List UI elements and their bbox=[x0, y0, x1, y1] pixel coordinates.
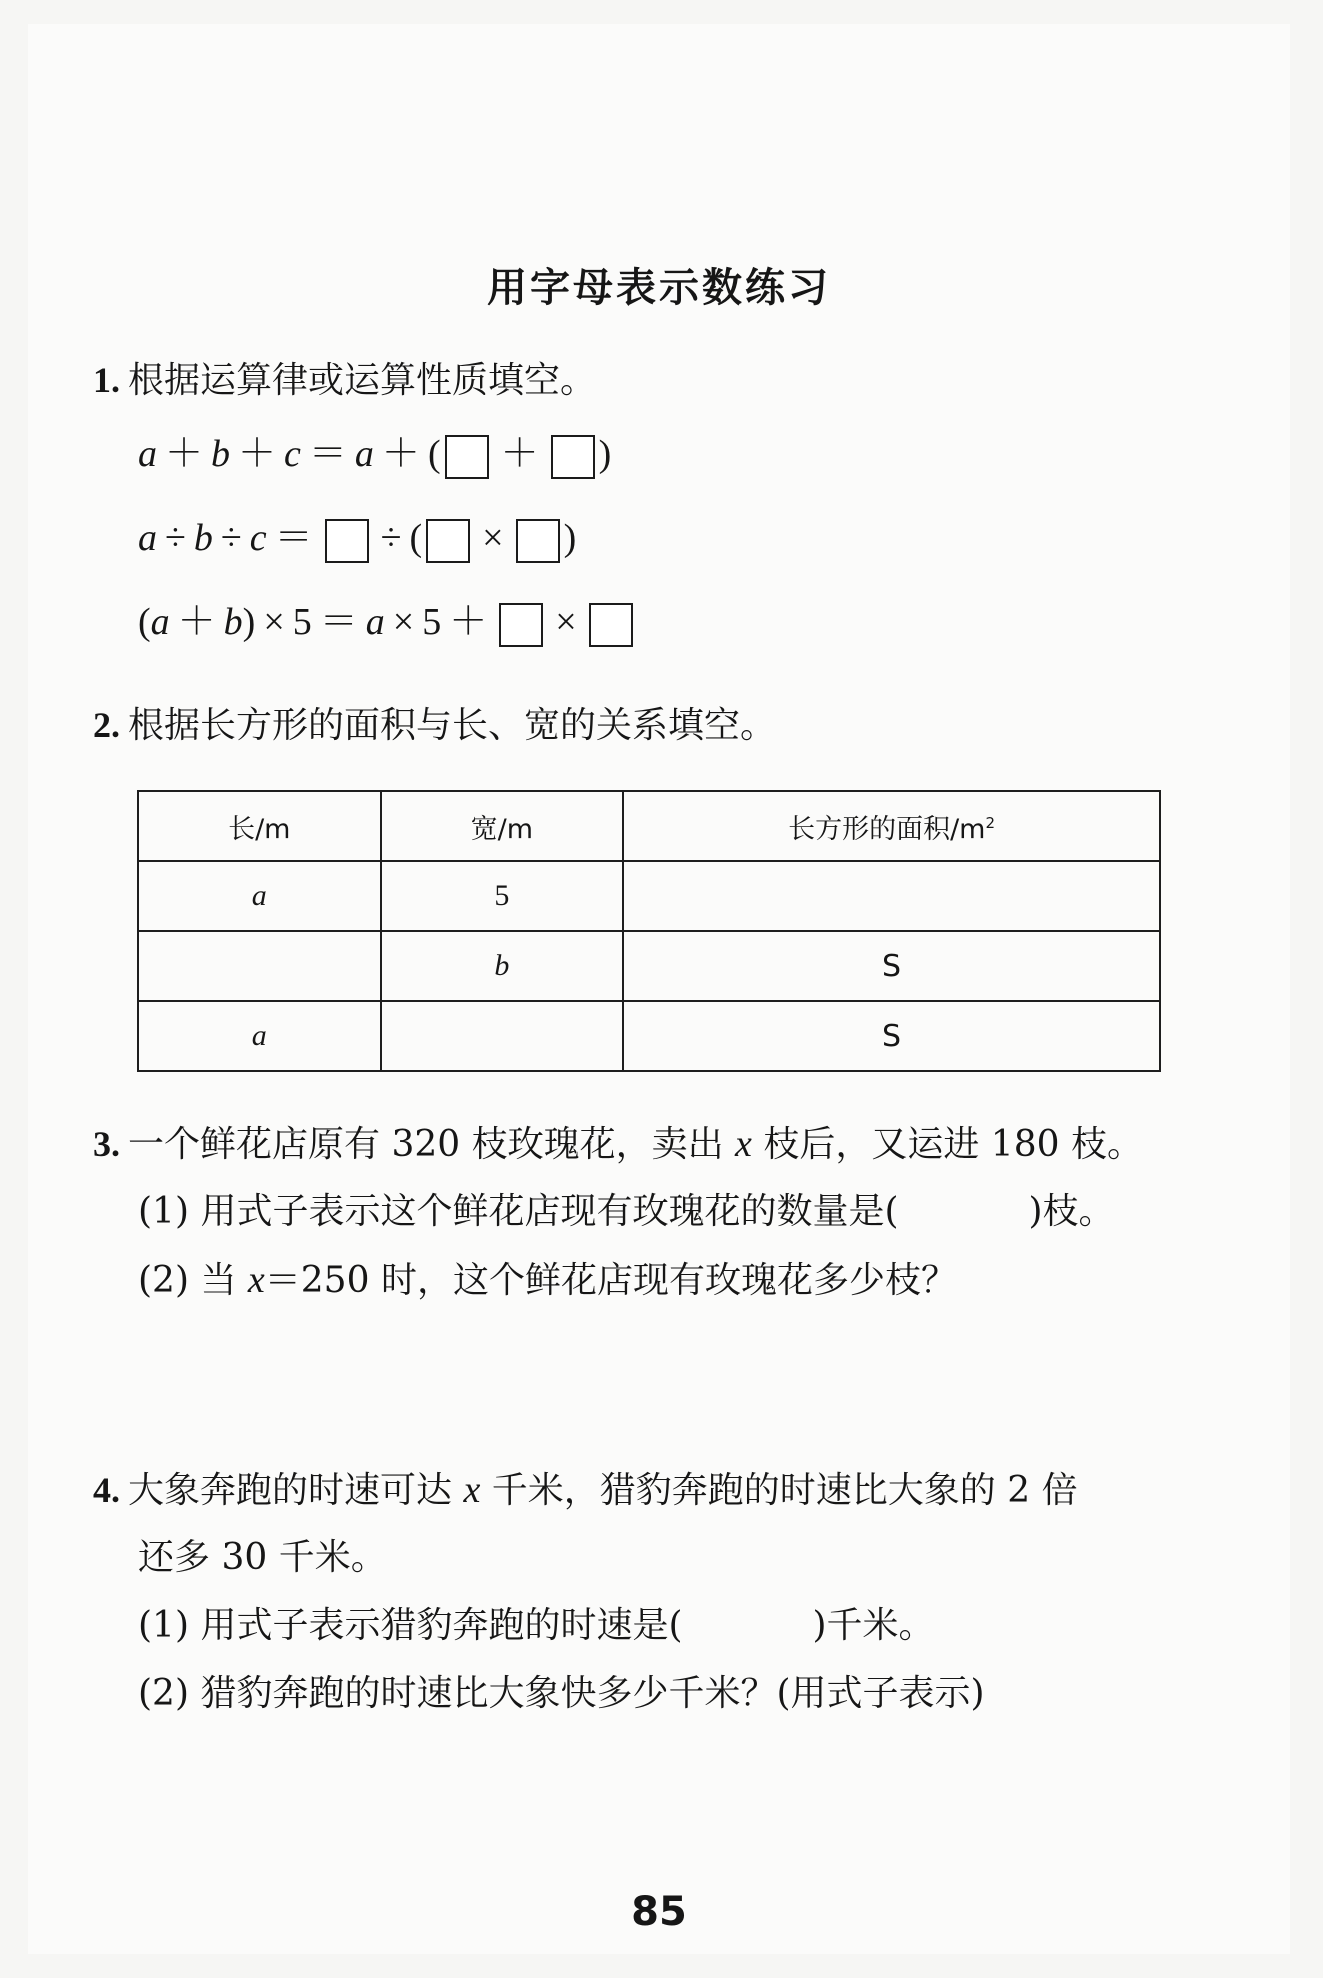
page-title: 用字母表示数练习 bbox=[487, 265, 831, 311]
answer-cell[interactable] bbox=[138, 931, 381, 1001]
question-2 bbox=[93, 699, 776, 752]
column-header: 长方形的面积$/m^2$ bbox=[623, 791, 1160, 861]
question-4-continued: 还多 30 千米。 bbox=[138, 1537, 387, 1578]
answer-box[interactable] bbox=[325, 519, 369, 563]
page-number: 85 bbox=[631, 1889, 687, 1935]
table-row bbox=[138, 861, 1160, 931]
table-cell: a bbox=[138, 861, 381, 931]
question-text: 根据长方形的面积与长、宽的关系填空。 bbox=[128, 705, 777, 746]
question-4: 4. 大象奔跑的时速可达 x 千米，猎豹奔跑的时速比大象的 2 倍 bbox=[93, 1469, 1078, 1511]
equation-1: a ＋ b ＋ c ＝ a ＋ ( ＋ ) bbox=[138, 428, 611, 480]
column-header: 长/m bbox=[138, 791, 381, 861]
question-number: 1. bbox=[93, 360, 120, 400]
answer-box[interactable] bbox=[426, 519, 470, 563]
question-number: 3. bbox=[93, 1124, 120, 1164]
table-cell: a bbox=[138, 1001, 381, 1071]
question-3-part-2: (2) 当 x＝250 时，这个鲜花店现有玫瑰花多少枝？ bbox=[138, 1259, 957, 1301]
table-row bbox=[138, 1001, 1160, 1071]
table-cell: S bbox=[623, 1001, 1160, 1071]
table-header-row bbox=[138, 791, 1160, 861]
equation-2: a ÷ b ÷ c ＝ ÷ ( × ) bbox=[138, 512, 576, 564]
question-number: 4. bbox=[93, 1470, 120, 1510]
rectangle-table bbox=[137, 790, 1161, 1072]
question-number: 2. bbox=[93, 705, 120, 745]
question-text: 根据运算律或运算性质填空。 bbox=[128, 360, 597, 401]
worksheet-page bbox=[28, 24, 1290, 1954]
table-row bbox=[138, 931, 1160, 1001]
answer-cell[interactable] bbox=[623, 861, 1160, 931]
question-1 bbox=[93, 354, 596, 407]
table-cell: S bbox=[623, 931, 1160, 1001]
question-4-part-1: (1) 用式子表示猎豹奔跑的时速是( )千米。 bbox=[138, 1605, 935, 1646]
answer-box[interactable] bbox=[589, 603, 633, 647]
answer-box[interactable] bbox=[516, 519, 560, 563]
question-3: 3. 一个鲜花店原有 320 枝玫瑰花，卖出 x 枝后，又运进 180 枝。 bbox=[93, 1123, 1143, 1165]
answer-box[interactable] bbox=[499, 603, 543, 647]
table-cell: b bbox=[381, 931, 624, 1001]
column-header: 宽/m bbox=[381, 791, 624, 861]
equation-3: (a ＋ b) × 5 ＝ a × 5 ＋ × bbox=[138, 596, 637, 648]
table-cell: 5 bbox=[381, 861, 624, 931]
question-3-part-1: (1) 用式子表示这个鲜花店现有玫瑰花的数量是( )枝。 bbox=[138, 1191, 1115, 1232]
question-4-part-2: (2) 猎豹奔跑的时速比大象快多少千米？(用式子表示) bbox=[138, 1673, 985, 1714]
answer-box[interactable] bbox=[551, 435, 595, 479]
answer-box[interactable] bbox=[445, 435, 489, 479]
answer-cell[interactable] bbox=[381, 1001, 624, 1071]
